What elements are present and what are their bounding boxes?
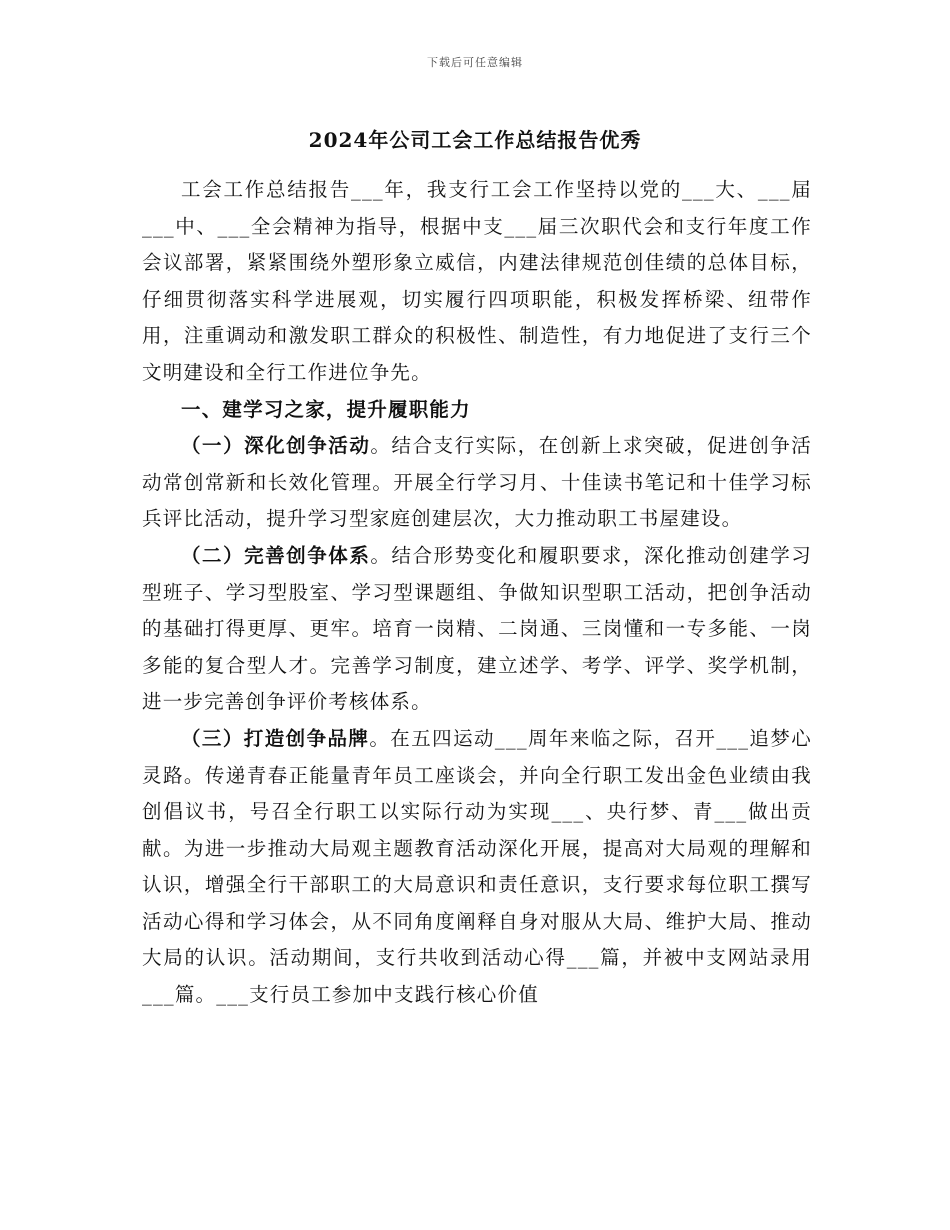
subsection-title: （一）深化创争活动 <box>181 434 371 458</box>
subsection-title: （三）打造创争品牌 <box>181 726 370 750</box>
section-heading: 一、建学习之家，提升履职能力 <box>181 397 471 421</box>
paragraph-text: 工会工作总结报告___年，我支行工会工作坚持以党的___大、___届___中、___全会精神为指导，根据中支___届三次职代会和支行年度工作会议部署，紧紧围绕外塑形象立威信，内建法律规范创佳绩的总体目标，仔细贯彻落实科学进展观，切实履行四项职能，积极发挥桥梁、纽带作用，注重调动和激发职工群众的积极性、制造性，有力地促进了支行三个文明建设和全行工作进位争先。 <box>142 178 812 384</box>
document-title: 2024年公司工会工作总结报告优秀 <box>308 128 642 152</box>
paragraph-text: 。在五四运动___周年来临之际，召开___追梦心灵路。传递青春正能量青年员工座谈会，并向全行职工发出金色业绩由我创倡议书，号召全行职工以实际行动为实现___、央行梦、青___做出贡献。为进一步推动大局观主题教育活动深化开展，提高对大局观的理解和认识，增强全行干部职工的大局意识和责任意识，支行要求每位职工撰写活动心得和学习体会，从不同角度阐释自身对服从大局、维护大局、推动大局的认识。活动期间，支行共收到活动心得___篇，并被中支网站录用___篇。___支行员工参加中支践行核心价值 <box>142 726 812 1007</box>
intro-paragraph <box>142 172 812 392</box>
subsection-paragraph <box>142 428 812 538</box>
subsection-title: （二）完善创争体系 <box>181 543 371 567</box>
header-note: 下载后可任意编辑 <box>427 56 523 69</box>
paragraph-text: 。结合形势变化和履职要求，深化推动创建学习型班子、学习型股室、学习型课题组、争做知识型职工活动，把创争活动的基础打得更厚、更牢。培育一岗精、二岗通、三岗懂和一专多能、一岗多能的复合型人才。完善学习制度，建立述学、考学、评学、奖学机制，进一步完善创争评价考核体系。 <box>142 543 812 714</box>
document-body <box>142 172 812 1014</box>
subsection-paragraph <box>142 538 812 721</box>
subsection-paragraph <box>142 721 812 1014</box>
paragraph-text: 。结合支行实际，在创新上求突破，促进创争活动常创常新和长效化管理。开展全行学习月、十佳读书笔记和十佳学习标兵评比活动，提升学习型家庭创建层次，大力推动职工书屋建设。 <box>142 434 812 531</box>
